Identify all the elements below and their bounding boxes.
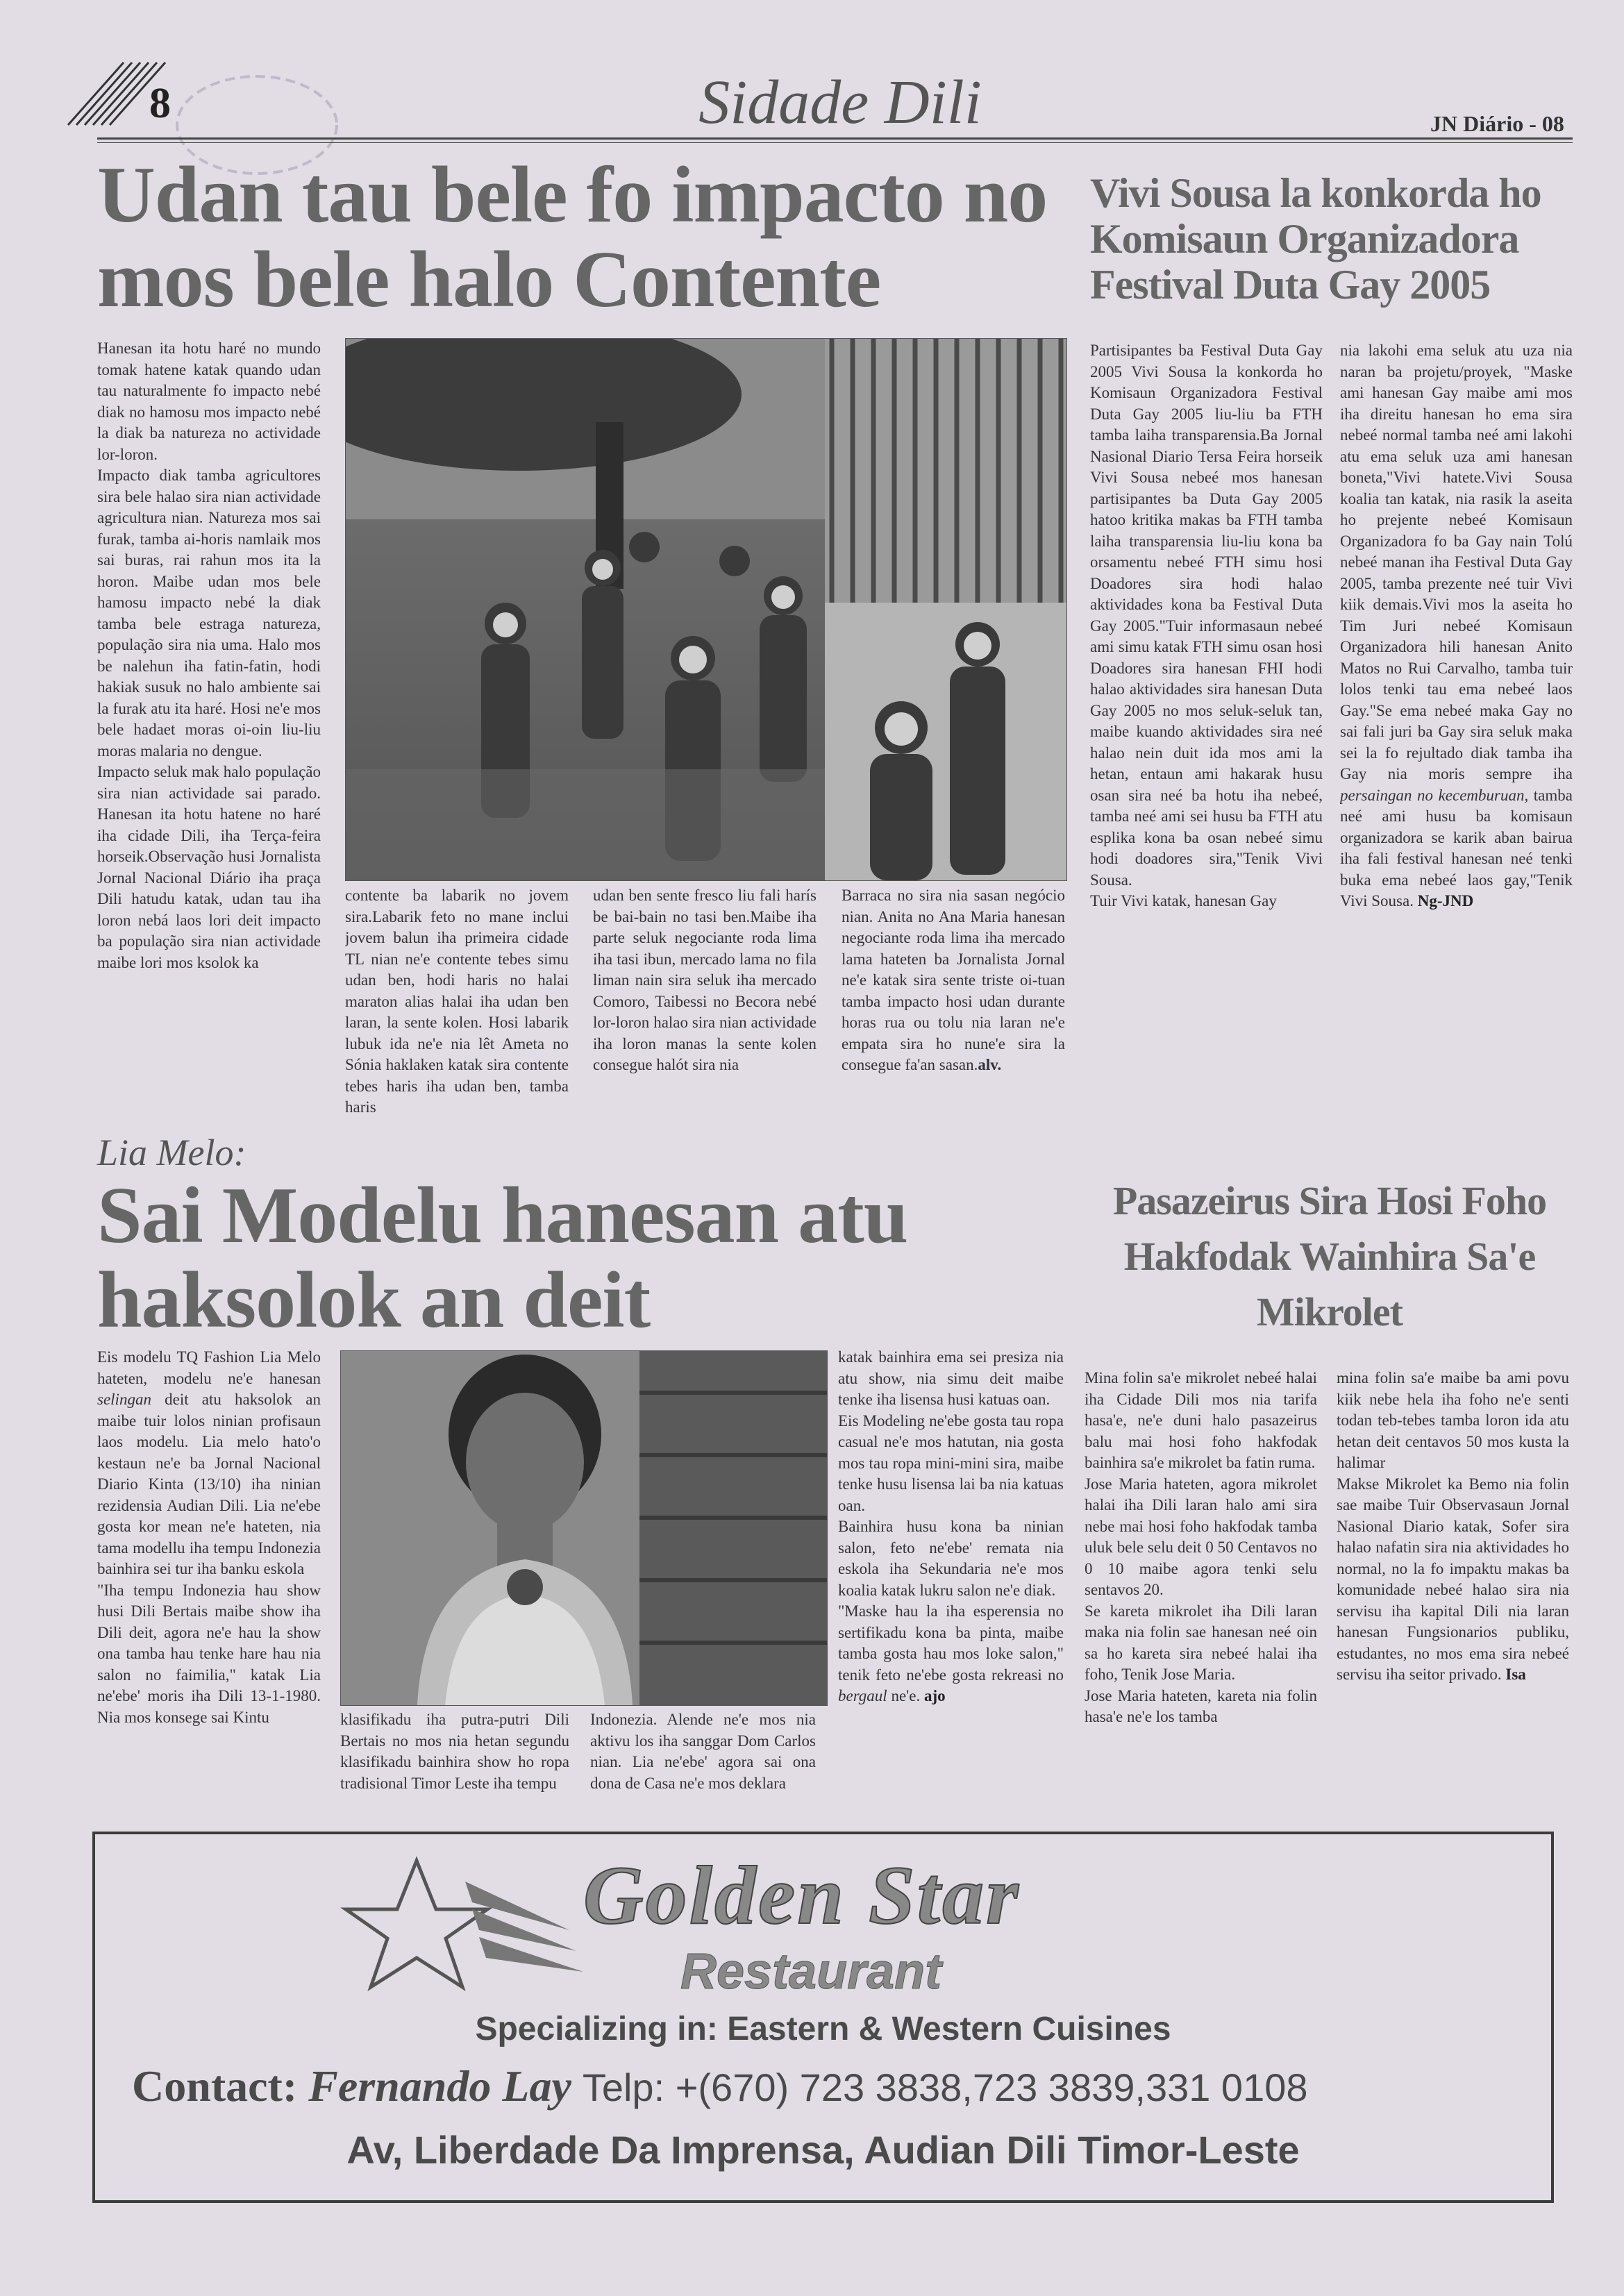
article2-col2-italic: persaingan no kecemburuan, [1340,786,1529,804]
ad-phone: Telp: +(670) 723 3838,723 3839,331 0108 [582,2065,1308,2109]
article3-kicker: Lia Melo: [97,1132,246,1173]
ad-address: Av, Liberdade Da Imprensa, Audian Dili Timor-Leste [346,2128,1300,2172]
headline-article-1: Udan tau bele fo impacto no mos bele halo Contente [97,151,1048,324]
ad-contact-name: Fernando Lay [308,2061,571,2111]
article4-p4: Jose Maria hateten, kareta nia folin hasa'e ne'e los tamba [1085,1686,1317,1725]
masthead-rule [97,137,1573,140]
article1-col3: udan ben sente fresco liu fali harís be bai-bain no tasi ben.Maibe iha parte seluk negociante roda lima iha tasi ibun, mercado lama no fila liman nain sira seluk iha mercado Comoro, Taibessi no Becora nebé lor-loron halao sira nian actividade iha loron manas la sente kolen consegue halót sira nia [593,887,817,1073]
article4-col2 [1337,1368,1569,1826]
article1-col4-text: Barraca no sira nia sasan negócio nian. Anita no Ana Maria hanesan negociante roda lima iha mercado lama hateten ba Jornalista Jornal ne'e katak sira sente triste oi-tuan tamba impacto hosi udan durante horas rua ou tolu nia laran ne'e empata sira ho nune'e sira la consegue fa'an sasan. [842,887,1065,1073]
ad-contact-label: Contact: [132,2061,298,2111]
ad-restaurant-sub: Restaurant [680,1944,942,2000]
article2-col1 [1090,340,1323,1146]
article3-col2: klasifikadu iha putra-putri Dili Bertais no mos nia hetan segundu klasifikadu bainhira show ho ropa tradisional Timor Leste iha tempu [340,1711,569,1792]
article3-col4-end: ne'e. [891,1687,921,1704]
headline-article-2: Vivi Sousa la konkorda ho Komisaun Organizadora Festival Duta Gay 2005 [1090,170,1541,308]
article1-para3: Impacto seluk mak halo população sira nian actividade sai parado. Hanesan ita hotu hatene no haré iha cidade Dili, iha Terça-feira horseik.Observação husi Jornalista Jornal Nacional Diário iha praça Dili hatudu katak, udan tau iha loron nebá laos lori deit impacto ba população sira nian actividade maibe lori mos ksolok ka [97,763,321,971]
article3-col4-p3: Bainhira husu kona ba ninian salon, feto ne'ebe' remata nia eskola iha Sekundaria ne'e mos koalia katak lukru salon ne'e diak. [838,1518,1064,1599]
article1-para2: Impacto diak tamba agricultores sira bele halao sira nian actividade agricultura nian. Natureza mos sai furak, tamba ai-horis namlaik mos sai buras, rai rahun mos ita la horon. Maibe udan mos bele hamosu impacto nebé la diak tamba bele estraga natureza, população sira nia uma. Halo mos be nalehun iha fatin-fatin, hodi hakiak susuk no halo ambiente sai la furak atu ita haré. Hosi ne'e mos bele hadaet moras oi-oin liu-liu moras malaria no dengue. [97,467,321,760]
article3-para1-b: deit atu haksolok an maibe tuir lolos ninian profisaun laos modelu. Lia melo hato'o kestaun ne'e ba Jornal Nacional Diario Kinta (13/10) iha ninian rezidensia Audian Dili. Lia ne'ebe gosta kor mean ne'e hateten, nia tama modellu iha tempu Indonezia bainhira sei tur iha banku eskola [97,1391,321,1577]
article3-para1 [97,1347,321,1580]
article3-col4-p4 [838,1601,1064,1707]
article3-col3: Indonezia. Alende ne'e mos nia aktivu los iha sanggar Dom Carlos nian. Lia ne'ebe' agora sai ona dona de Casa ne'e mos deklara [590,1711,816,1792]
article4-p6: Makse Mikrolet ka Bemo nia folin sae maibe Tuir Observasaun Jornal Nasional Diario katak, Sofer sira halao nafatin sira nia aktividades ho normal, no la fo impaktu makas ba komunidade nebeé halao sira nia servisu iha kapital Dili nia laran hanesan Fungsionarios publiku, estudantes, no mos ema sira nebeé servisu iha seitor privado. [1337,1475,1569,1683]
article3-para2: "Iha tempu Indonezia hau show husi Dili Bertais maibe show iha Dili deit, agora ne'e hau la show ona tamba hau tenke hare hau nia salon no faimilia," katak Lia ne'ebe' moris iha Dili 13-1-1980. Nia mos konsege sai Kintu [97,1581,321,1726]
article3-col4 [838,1347,1064,1826]
masthead-rule-thin [97,142,1573,143]
ad-restaurant-name: Golden Star [583,1849,1021,1941]
article3-byline: ajo [924,1687,946,1704]
article3-col1 [97,1347,321,1826]
article3-col4-italic: bergaul [838,1687,887,1704]
article3-para1-italic: selingan [97,1391,151,1408]
article3-photo-lia-melo [340,1350,828,1706]
page-number: 8 [149,80,171,127]
article4-p2: Jose Maria hateten, agora mikrolet halai iha Dili laran halo ami sira nebe mai hosi foho hakfodak tamba uluk bele selu deit 0 50 Centavos no 0 10 maibe agora tenki selu sentavos 20. [1085,1475,1317,1598]
article2-byline: Ng-JND [1417,892,1474,910]
article1-col1 [97,338,321,1143]
article4-byline: Isa [1505,1666,1526,1683]
article1-col2: contente ba labarik no jovem sira.Labarik feto no mane inclui jovem balun iha primeira cidade TL nian ne'e contente tebes simu udan ben, hodi haris no halai maraton alias halai iha udan ben laran, la sente kolen. Hosi labarik lubuk ida ne'e nia lêt Ameta no Sónia haklaken katak sira contente tebes haris iha udan ben, tamba haris [345,887,569,1116]
article2-col2-end: tamba neé ami husu ba komisaun organizadora se karik aban bairua iha fali festival hanesan neé tenki buka ema nebeé laos gay,"Tenik Vivi Sousa. [1340,786,1573,910]
article1-para1: Hanesan ita hotu haré no mundo tomak hatene katak quando udan tau naturalmente fo impacto nebé diak no hamosu mos impacto nebé la diak ba natureza no actividade lor-loron. [97,340,321,463]
article2-col2 [1340,340,1573,1146]
section-title: Sidade Dili [698,68,982,137]
star-logo-icon [333,1854,583,1993]
article4-col1 [1085,1368,1317,1826]
ad-specializing: Specializing in: Eastern & Western Cuisines [475,2011,1171,2047]
article1-photo-children-in-rain [345,338,1067,881]
issue-label: JN Diário - 08 [1430,111,1564,136]
article3-para1-a: Eis modelu TQ Fashion Lia Melo hateten, modelu ne'e hanesan [97,1348,321,1387]
article3-col4-p2: Eis Modeling ne'ebe gosta tau ropa casual ne'e mos hatutan, nia gosta mos tau ropa mini-mini sira, maibe tenke husu lisensa lai ba nia katuas oan. [838,1411,1064,1514]
ad-contact-line [132,2059,1308,2115]
article3-col4-p4-text: "Maske hau la iha esperensia no sertifikadu kona ba pinta, maibe tamba gosta hau mos loke salon," tenik feto ne'ebe gosta rekreasi no [838,1602,1064,1684]
article2-col2-text: nia lakohi ema seluk atu uza nia naran ba projetu/proyek, "Maske ami hanesan Gay maibe ami mos iha direitu hanesan ho ema sira nebeé normal tamba neé ami lakohi atu ema seluk uza ami hanesan boneta,"Vivi hatete.Vivi Sousa koalia tan katak, nia rasik la aseita ho prejente nebeé Komisaun Organizadora fo ba Gay nain Tolú nebeé manan iha Festival Duta Gay 2005, tamba prezente neé tuir Vivi kiik demais.Vivi mos la aseita ho Tim Juri nebeé Komisaun Organizadora hili hanesan Anito Matos no Rui Carvalho, tamba tuir lolos tenki tau ema nebeé laos Gay."Se ema nebeé maka Gay no sai fali juri ba Gay sira seluk maka sei la fo rejultado diak tamba iha Gay nia moris sempre iha [1340,342,1573,782]
article4-p3: Se kareta mikrolet iha Dili laran maka nia folin sae hanesan neé oin sa ho kareta sira nebeé halai iha foho, Tenik Jose Maria. [1085,1602,1317,1683]
headline-article-3: Sai Modelu hanesan atu haksolok an deit [97,1171,908,1345]
article4-p5: mina folin sa'e maibe ba ami povu kiik nebe hela iha foho ne'e senti todan teb-tebes tamba loron ida atu hetan deit centavos 50 mos kusta la halimar [1337,1369,1569,1471]
article3-col4-p1: katak bainhira ema sei presiza nia atu show, nia simu deit maibe tenke iha lisensa husi katuas oan. [838,1348,1064,1408]
article1-byline: alv. [978,1056,1002,1073]
headline-article-4: Pasazeirus Sira Hosi Foho Hakfodak Wainhira Sa'e Mikrolet [1112,1178,1547,1334]
article4-p1: Mina folin sa'e mikrolet nebeé halai iha Cidade Dili mos nia tarifa hasa'e, ne'e duni halo pasazeirus balu mai hosi foho hakfodak bainhira sa'e mikrolet ba fatin ruma. [1085,1369,1317,1471]
article2-col1-tail: Tuir Vivi katak, hanesan Gay [1090,892,1277,910]
article1-col4 [842,885,1065,1143]
article2-col1-text: Partisipantes ba Festival Duta Gay 2005 Vivi Sousa la konkorda ho Komisaun Organizadora Festival Duta Gay 2005 liu-liu ba FTH tamba laiha transparensia.Ba Jornal Nasional Diario Tersa Feira horseik Vivi Sousa nebeé mos hanesan partisipantes ba Duta Gay 2005 hatoo kritika makas ba FTH tamba laiha transparensia liu-liu kona ba orsamentu nebeé FTH simu hosi Doadores sira hodi halao aktividades kona ba Festival Duta Gay 2005."Tuir informasaun nebeé ami simu katak FTH simu osan hosi Doadores sira hanesan FHI hodi halao aktividades sira hanesan Duta Gay 2005 no mos seluk-seluk tan, maibe kuando aktividades sira neé halao nein duit ida mos ami la hetan, entaun ami hakarak husu osan sira neé ba hotu iha nebeé, tamba neé ami sei husu ba FTH atu esplika kona ba osan nebeé simu hodi doadores sira,"Tenik Vivi Sousa. [1090,342,1323,889]
